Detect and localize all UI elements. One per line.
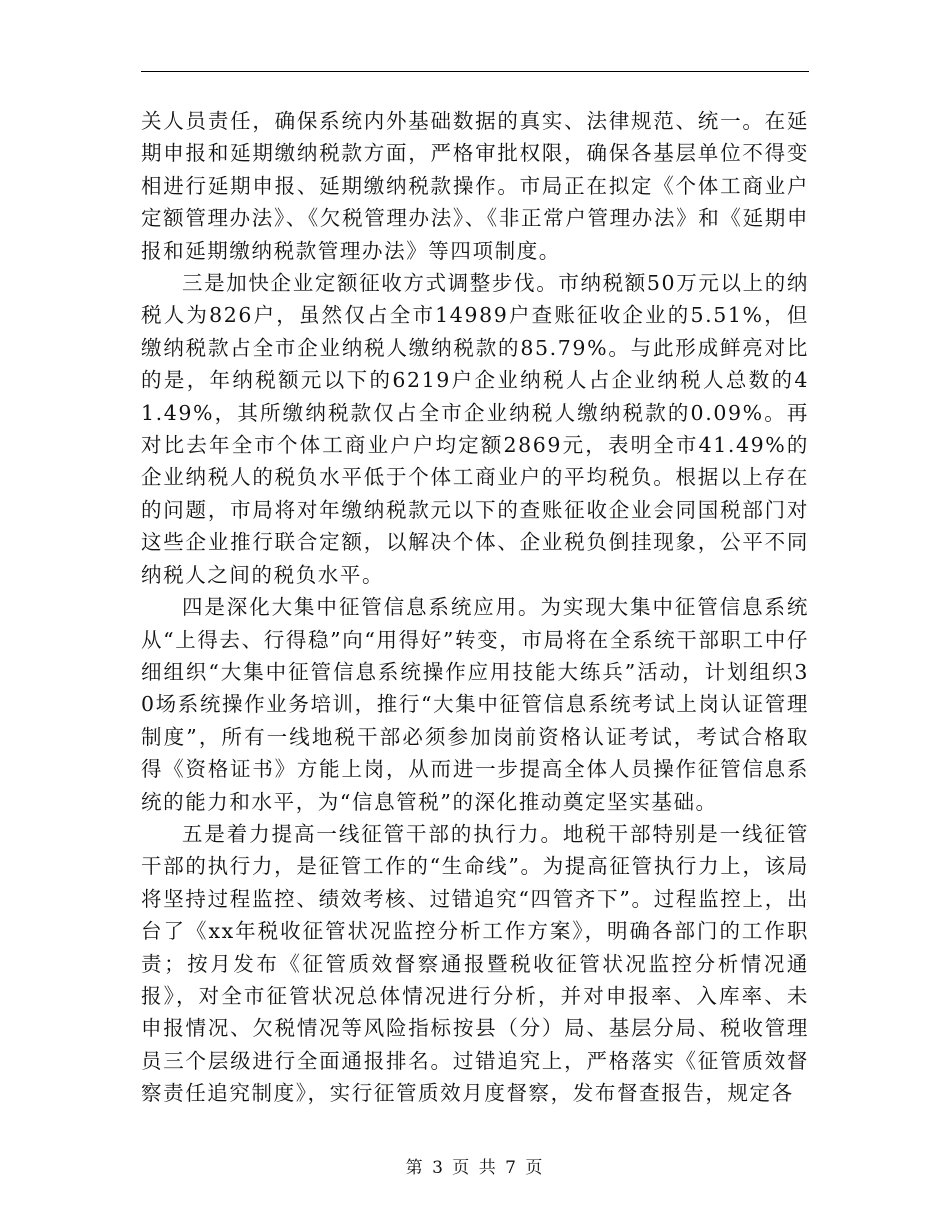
header-rule: [141, 71, 809, 72]
paragraph-continuation: 关人员责任，确保系统内外基础数据的真实、法律规范、统一。在延期申报和延期缴纳税款方面，严格审批权限，确保各基层单位不得变相进行延期申报、延期缴纳税款操作。市局正在拟定《个体工商业户定额管理办法》、《欠税管理办法》、《非正常户管理办法》和《延期申报和延期缴纳税款管理办法》等四项制度。: [141, 109, 809, 263]
page-footer: 第 3 页 共 7 页: [405, 1158, 545, 1178]
document-body: [141, 105, 809, 1110]
paragraph-4-info-system: 四是深化大集中征管信息系统应用。为实现大集中征管信息系统从“上得去、行得稳”向“用得好”转变，市局将在全系统干部职工中仔细组织“大集中征管信息系统操作应用技能大练兵”活动，计划组织30场系统操作业务培训，推行“大集中征管信息系统考试上岗认证管理制度”，所有一线地税干部必须参加岗前资格认证考试，考试合格取得《资格证书》方能上岗，从而进一步提高全体人员操作征管信息系统的能力和水平，为“信息管税”的深化推动奠定坚实基础。: [141, 595, 809, 814]
paragraph-3-enterprise-quota: 三是加快企业定额征收方式调整步伐。市纳税额50万元以上的纳税人为826户，虽然仅占全市14989户查账征收企业的5.51%，但缴纳税款占全市企业纳税人缴纳税款的85.79%。与此形成鲜亮对比的是，年纳税额元以下的6219户企业纳税人占企业纳税人总数的41.49%，其所缴纳税款仅占全市企业纳税人缴纳税款的0.09%。再对比去年全市个体工商业户户均定额2869元，表明全市41.49%的企业纳税人的税负水平低于个体工商业户的平均税负。根据以上存在的问题，市局将对年缴纳税款元以下的查账征收企业会同国税部门对这些企业推行联合定额，以解决个体、企业税负倒挂现象，公平不同纳税人之间的税负水平。: [141, 271, 809, 587]
paragraph-5-execution: 五是着力提高一线征管干部的执行力。地税干部特别是一线征管干部的执行力，是征管工作的“生命线”。为提高征管执行力上，该局将坚持过程监控、绩效考核、过错追究“四管齐下”。过程监控上，出台了《xx年税收征管状况监控分析工作方案》，明确各部门的工作职责；按月发布《征管质效督察通报暨税收征管状况监控分析情况通报》，对全市征管状况总体情况进行分析，并对申报率、入库率、未申报情况、欠税情况等风险指标按县（分）局、基层分局、税收管理员三个层级进行全面通报排名。过错追究上，严格落实《征管质效督察责任追究制度》，实行征管质效月度督察，发布督查报告，规定各: [141, 821, 809, 1106]
